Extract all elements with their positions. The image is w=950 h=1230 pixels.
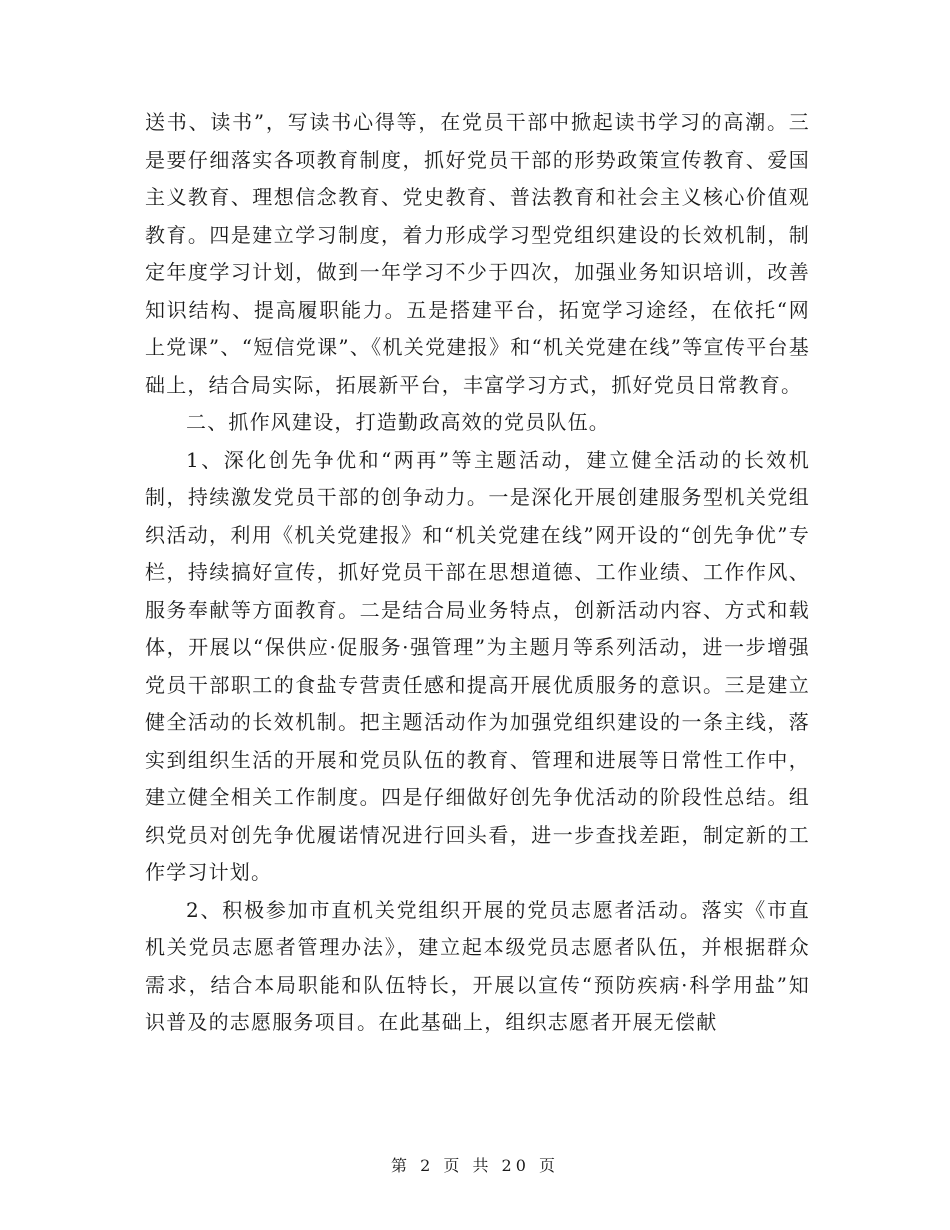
document-body xyxy=(145,104,810,1042)
paragraph-continuation: 送书、读书”，写读书心得等，在党员干部中掀起读书学习的高潮。三是要仔细落实各项教育制度，抓好党员干部的形势政策宣传教育、爱国主义教育、理想信念教育、党史教育、普法教育和社会主义核心价值观教育。四是建立学习制度，着力形成学习型党组织建设的长效机制，制定年度学习计划，做到一年学习不少于四次，加强业务知识培训，改善知识结构、提高履职能力。五是搭建平台，拓宽学习途经，在依托“网上党课”、“短信党课”、《机关党建报》和“机关党建在线”等宣传平台基础上，结合局实际，拓展新平台，丰富学习方式，抓好党员日常教育。 xyxy=(145,110,810,397)
page-number-footer: 第 2 页 共 20 页 xyxy=(391,1156,559,1175)
paragraph-item-1: 1、深化创先争优和“两再”等主题活动，建立健全活动的长效机制，持续激发党员干部的创争动力。一是深化开展创建服务型机关党组织活动，利用《机关党建报》和“机关党建在线”网开设的“创先争优”专栏，持续搞好宣传，抓好党员干部在思想道德、工作业绩、工作作风、服务奉献等方面教育。二是结合局业务特点，创新活动内容、方式和载体，开展以“保供应·促服务·强管理”为主题月等系列活动，进一步增强党员干部职工的食盐专营责任感和提高开展优质服务的意识。三是建立健全活动的长效机制。把主题活动作为加强党组织建设的一条主线，落实到组织生活的开展和党员队伍的教育、管理和进展等日常性工作中，建立健全相关工作制度。四是仔细做好创先争优活动的阶段性总结。组织党员对创先争优履诺情况进行回头看，进一步查找差距，制定新的工作学习计划。 xyxy=(145,447,810,884)
section-heading: 二、抓作风建设，打造勤政高效的党员队伍。 xyxy=(186,410,610,434)
paragraph-item-2: 2、积极参加市直机关党组织开展的党员志愿者活动。落实《市直机关党员志愿者管理办法》，建立起本级党员志愿者队伍，并根据群众需求，结合本局职能和队伍特长，开展以宣传“预防疾病·科学用盐”知识普及的志愿服务项目。在此基础上，组织志愿者开展无偿献 xyxy=(145,897,810,1034)
